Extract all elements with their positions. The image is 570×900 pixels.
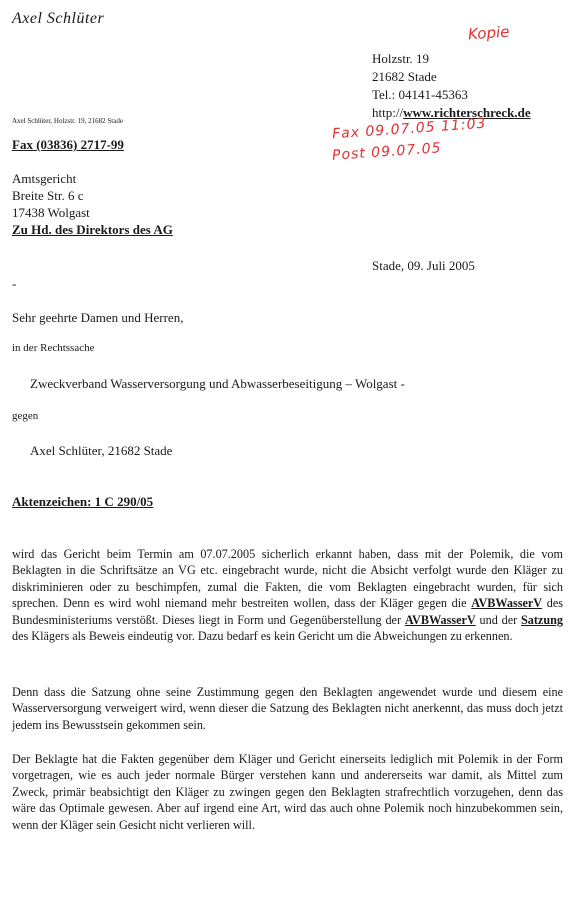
fax-number: Fax (03836) 2717-99 — [12, 137, 124, 152]
rechtssache-label: in der Rechtssache — [12, 342, 95, 354]
paragraph-1-text-d: des Klägers als Beweis eindeutig vor. Dazu bedarf es kein Gericht um die Abweichungen zu erkennen. — [12, 629, 513, 644]
recipient-line-3: 17438 Wolgast — [12, 205, 90, 220]
post-stamp: Post 09.07.05 — [331, 140, 443, 164]
recipient-line-2: Breite Str. 6 c — [12, 188, 84, 203]
avbwasserv-ref-1: AVBWasserV — [471, 596, 543, 611]
kopie-stamp: Kopie — [467, 22, 510, 44]
defendant-party: Axel Schlüter, 21682 Stade — [30, 443, 173, 458]
body-paragraph-1 — [12, 546, 563, 644]
avbwasserv-ref-2: AVBWasserV — [404, 612, 476, 627]
sender-city: 21682 Stade — [372, 69, 437, 84]
paragraph-1-text-a: wird das Gericht beim Termin am 07.07.2005 sicherlich erkannt haben, dass mit der Polemik, die vom Beklagten in die Schriftsätze an VG etc. eingebracht wurde, nicht die Absicht verfolgt wurde den Kläger zu diskriminieren oder zu beschimpfen, zumal die Fakten, die vom Beklagten eingebracht wurden, für sich sprechen. Denn es wird wohl niemand mehr bestreiten wollen, dass der Kläger gegen die — [12, 547, 563, 611]
letterhead-name: Axel Schlüter — [12, 10, 105, 27]
sender-phone: Tel.: 04141-45363 — [372, 87, 468, 102]
gegen-label: gegen — [12, 410, 39, 422]
sender-street: Holzstr. 19 — [372, 51, 430, 66]
paragraph-1-text-c: und der — [475, 612, 521, 627]
satzung-ref: Satzung — [521, 612, 563, 627]
paragraph-1-text-b: des Bundesministeriums verstößt. Dieses liegt in Form und Gegenüberstellung der — [12, 596, 564, 627]
recipient-line-4: Zu Hd. des Direktors des AG — [12, 222, 173, 237]
recipient-address — [12, 170, 173, 238]
web-prefix: http:// — [372, 105, 404, 120]
recipient-line-1: Amtsgericht — [12, 171, 77, 186]
website-link[interactable]: www.richterschreck.de — [403, 105, 531, 120]
sender-address — [372, 50, 531, 122]
case-number: Aktenzeichen: 1 C 290/05 — [12, 494, 154, 509]
return-address: Axel Schlüter, Holzstr. 19, 21682 Stade — [12, 117, 123, 125]
dash-mark: - — [12, 276, 17, 291]
salutation: Sehr geehrte Damen und Herren, — [12, 310, 184, 325]
fax-stamp: Fax 09.07.05 11:03 — [331, 115, 487, 143]
body-paragraph-2: Denn dass die Satzung ohne seine Zustimmung gegen den Beklagten angewendet wurde und diesem eine Wasserversorgung verweigert wird, wenn dieser die Satzung des Beklagten nicht anerkennt, das muss doch jetzt jedem ins Bewusstsein gekommen sein. — [12, 685, 563, 732]
letter-date: Stade, 09. Juli 2005 — [372, 258, 475, 273]
body-paragraph-3: Der Beklagte hat die Fakten gegenüber dem Kläger und Gericht einerseits lediglich mit Polemik in der Form vorgetragen, wie es auch jeder normale Bürger verstehen kann und andererseits war damit, als Mittel zum Zweck, primär beabsichtigt den Kläger zu zwingen gegen den Beklagten strafrechtlich vorzugehen, denn das wäre das Optimale gewesen. Aber auf irgend eine Art, wird das auch ohne Polemik noch hinzubekommen sein, wenn der Kläger sein Gesicht nicht verlieren will. — [12, 752, 563, 832]
plaintiff-party: Zweckverband Wasserversorgung und Abwasserbeseitigung – Wolgast - — [30, 376, 405, 391]
